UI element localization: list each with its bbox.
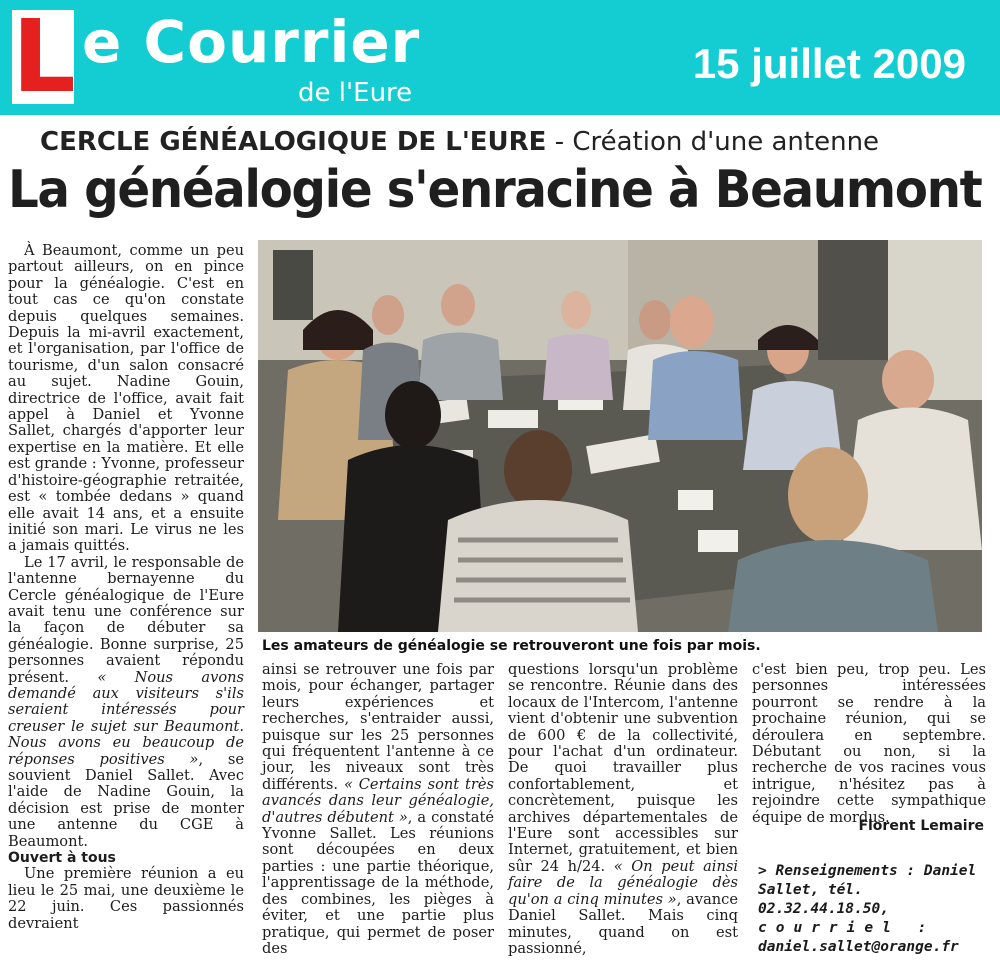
- photo-caption: Les amateurs de généalogie se retrouveront une fois par mois.: [262, 638, 761, 654]
- article-author: Florent Lemaire: [858, 818, 984, 834]
- article-column-4: [752, 662, 986, 826]
- kicker-rest: - Création d'une antenne: [546, 127, 880, 157]
- contact-line: > Renseignements : Daniel Sallet, tél. 02.32.44.18.50,: [758, 863, 977, 917]
- logo-letter: L: [12, 0, 76, 115]
- contact-line: courriel :: [758, 920, 936, 936]
- quote: « Certains sont très avancés dans leur généalogie, d'autres débutent »: [262, 775, 494, 826]
- logo-name: e Courrier: [82, 8, 421, 76]
- article-column-2: [262, 662, 494, 957]
- paragraph: ainsi se retrouver une fois par mois, pour échanger, partager leurs expériences et recherches, s'entraider aussi, puisque sur les 25 personnes qui fréquentent l'antenne à ce jour, les niveaux sont très différents. « Certains sont très avancés dans leur généalogie, d'autres débutent », a constaté Yvonne Sallet. Les réunions sont découpées en deux parties : une partie théorique, l'apprentissage de la méthode, des combines, les pièges à éviter, et une partie plus pratique, qui permet de poser des: [262, 661, 494, 957]
- kicker-bold: CERCLE GÉNÉALOGIQUE DE L'EURE: [40, 127, 547, 157]
- quote: « On peut ainsi faire de la généalogie dès qu'on a cinq minutes »: [508, 857, 739, 908]
- publication-date: 15 juillet 2009: [692, 40, 966, 87]
- contact-email: daniel.sallet@orange.fr: [758, 939, 959, 955]
- paragraph: À Beaumont, comme un peu partout ailleurs, on en pince pour la généalogie. C'est en tout cas ce qu'on constate depuis quelques semaines. Depuis la mi-avril exactement, et l'organisation, par l'office de tourisme, d'un salon consacré au sujet. Nadine Gouin, directrice de l'office, avait fait appel à Daniel et Yvonne Sallet, chargés d'apporter leur expertise en la matière. Et elle est grande : Yvonne, professeur d'histoire-géographie retraitée, est « tombée dedans » quand elle avait 14 ans, et a ensuite initié son mari. Le virus ne les a jamais quittés.: [8, 242, 244, 555]
- paragraph: Une première réunion a eu lieu le 25 mai, une deuxième le 22 juin. Ces passionnés devraient: [8, 865, 244, 932]
- newspaper-banner: [0, 0, 1000, 115]
- contact-info: [758, 862, 990, 957]
- article-column-3: [508, 662, 738, 957]
- group-photo: [258, 240, 982, 632]
- paragraph: questions lorsqu'un problème se rencontre. Réunie dans des locaux de l'Intercom, l'antenne vient d'obtenir une subvention de 600 € de la collectivité, pour l'achat d'un ordinateur. De quoi travailler plus confortablement, et concrètement, puisque les archives départementales de l'Eure sont accessibles sur Internet, gratuitement, et bien sûr 24 h/24. « On peut ainsi faire de la généalogie dès qu'on a cinq minutes », avance Daniel Sallet. Mais cinq minutes, quand on est passionné,: [508, 661, 739, 957]
- subheading: Ouvert à tous: [8, 850, 116, 867]
- article-headline: La généalogie s'enracine à Beaumont: [8, 160, 982, 220]
- article-kicker: [40, 127, 879, 157]
- logo-subtitle: de l'Eure: [298, 78, 413, 108]
- article-column-1: [8, 243, 244, 932]
- paragraph: Le 17 avril, le responsable de l'antenne bernayenne du Cercle généalogique de l'Eure avait tenu une conférence sur la façon de débuter sa généalogie. Bonne surprise, 25 personnes avaient répondu présent. « Nous avons demandé aux visiteurs s'ils seraient intéressés pour creuser le sujet sur Beaumont. Nous avons eu beaucoup de réponses positives », se souvient Daniel Sallet. Avec l'aide de Nadine Gouin, la décision est prise de monter une antenne du CGE à Beaumont.: [8, 553, 245, 850]
- paragraph: c'est bien peu, trop peu. Les personnes intéressées pourront se rendre à la prochaine réunion, qui se déroulera en septembre. Débutant ou non, si la recherche de vos racines vous intrigue, n'hésitez pas à rejoindre cette sympathique équipe de mordus.: [752, 661, 986, 826]
- quote: « Nous avons demandé aux visiteurs s'ils seraient intéressés pour creuser le sujet sur Beaumont. Nous avons eu beaucoup de réponses positives »: [8, 668, 244, 768]
